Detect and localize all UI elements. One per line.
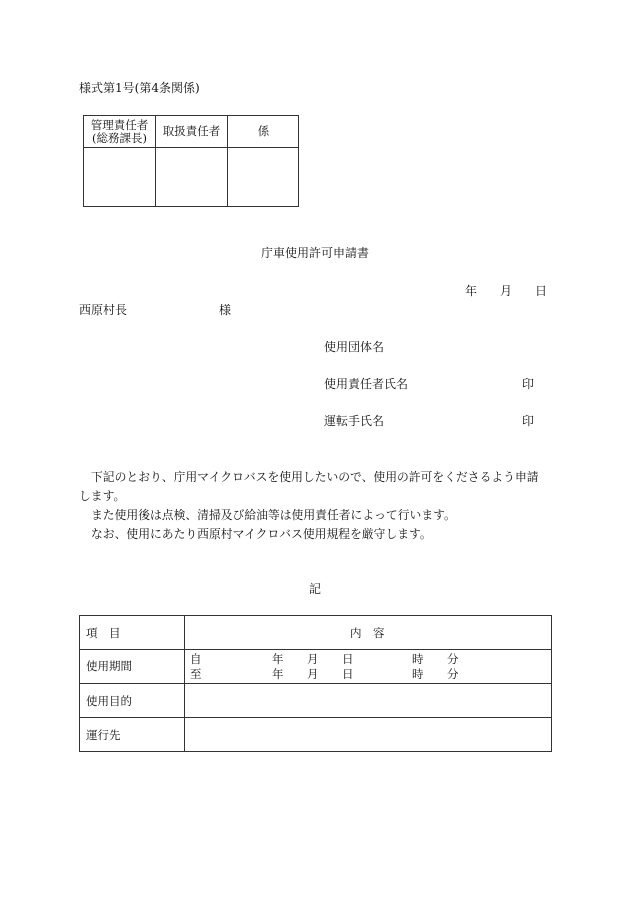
document-title: 庁車使用許可申請書 bbox=[260, 246, 369, 260]
to-month: 月 bbox=[307, 667, 319, 681]
from-hour: 時 bbox=[412, 652, 424, 666]
from-day: 日 bbox=[342, 652, 354, 666]
approval-box bbox=[83, 115, 299, 207]
row-purpose-label: 使用目的 bbox=[86, 694, 132, 708]
details-table bbox=[79, 615, 552, 752]
date-day: 日 bbox=[535, 284, 548, 298]
row-destination-label: 運行先 bbox=[86, 728, 121, 742]
divider bbox=[80, 649, 551, 650]
to-hour: 時 bbox=[412, 667, 424, 681]
from-minute: 分 bbox=[447, 652, 459, 666]
approval-header-manager-line2: (総務課長) bbox=[92, 130, 147, 145]
header-item: 項 目 bbox=[86, 626, 121, 640]
body-paragraph: なお、使用にあたり西原村マイクロバス使用規程を厳守します。 bbox=[91, 527, 432, 541]
stamp-cell-handler[interactable] bbox=[156, 148, 227, 206]
period-to-line[interactable] bbox=[185, 667, 551, 683]
form-number: 様式第1号(第4条関係) bbox=[79, 81, 200, 95]
honorific: 様 bbox=[219, 303, 232, 317]
destination-cell[interactable] bbox=[185, 718, 551, 751]
group-name-label: 使用団体名 bbox=[324, 340, 385, 354]
to-year: 年 bbox=[272, 667, 284, 681]
seal-mark: 印 bbox=[522, 414, 535, 428]
responsible-name-label: 使用責任者氏名 bbox=[324, 377, 409, 391]
stamp-cell-manager[interactable] bbox=[84, 148, 155, 206]
from-year: 年 bbox=[272, 652, 284, 666]
addressee: 西原村長 bbox=[79, 303, 128, 317]
to-minute: 分 bbox=[447, 667, 459, 681]
row-period-label: 使用期間 bbox=[86, 659, 132, 673]
from-label: 自 bbox=[190, 652, 202, 666]
header-content: 内 容 bbox=[350, 626, 385, 640]
ki-heading: 記 bbox=[308, 582, 321, 596]
approval-header-manager-line1: 管理責任者 bbox=[90, 117, 149, 132]
seal-mark: 印 bbox=[522, 377, 535, 391]
body-paragraph: 下記のとおり、庁用マイクロバスを使用したいので、使用の許可をくださるよう申請します。 bbox=[79, 470, 539, 503]
date-month: 月 bbox=[500, 284, 513, 298]
body-paragraph: また使用後は点検、清掃及び給油等は使用責任者によって行います。 bbox=[91, 508, 456, 522]
to-label: 至 bbox=[190, 667, 202, 681]
approval-header-staff: 係 bbox=[257, 124, 270, 138]
from-month: 月 bbox=[307, 652, 319, 666]
approval-header-manager bbox=[84, 116, 155, 147]
driver-name-label: 運転手氏名 bbox=[324, 414, 385, 428]
period-from-line[interactable] bbox=[185, 651, 551, 667]
stamp-cell-staff[interactable] bbox=[228, 148, 299, 206]
date-year: 年 bbox=[465, 284, 478, 298]
approval-header-handler: 取扱責任者 bbox=[162, 124, 221, 138]
purpose-cell[interactable] bbox=[185, 684, 551, 716]
to-day: 日 bbox=[342, 667, 354, 681]
